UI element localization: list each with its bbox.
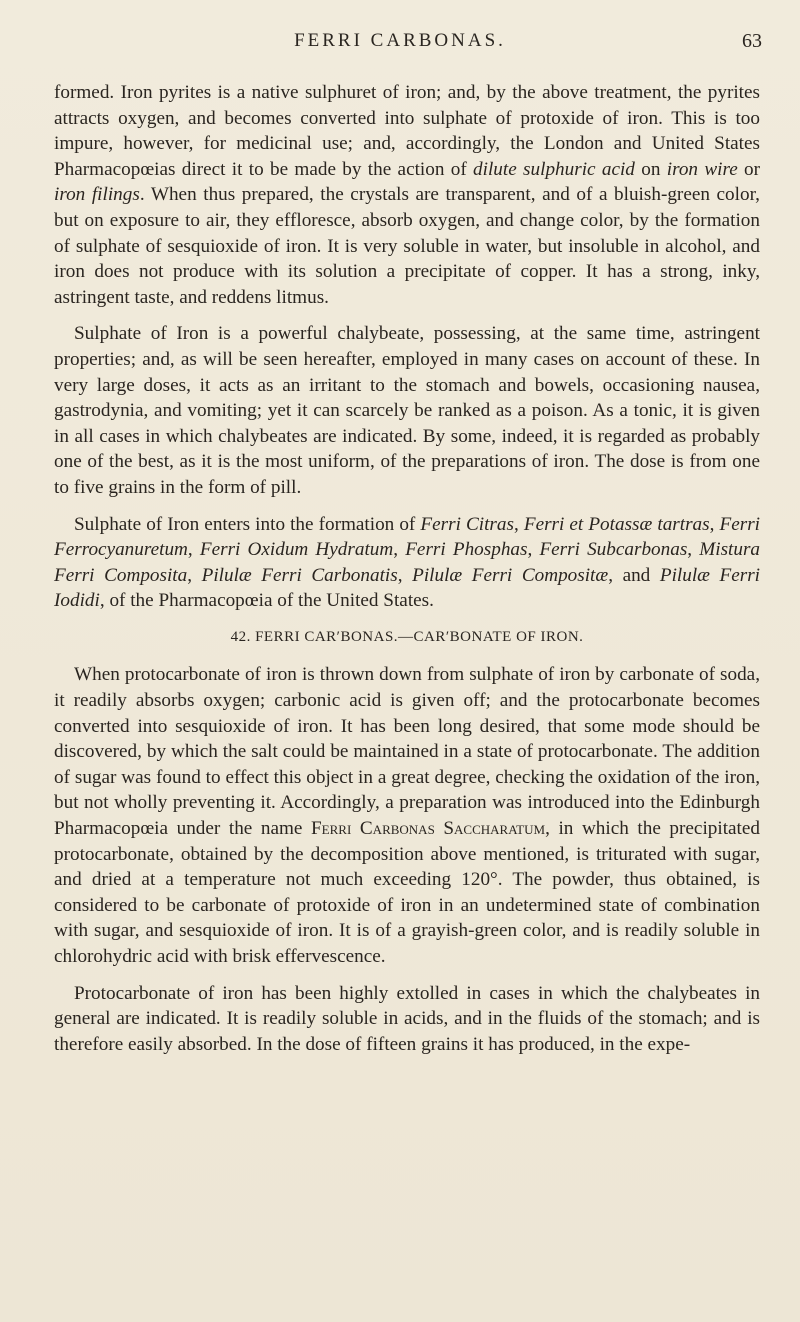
paragraph [54, 80, 760, 310]
small-caps-term: Ferri Carbonas Saccharatum [311, 818, 546, 840]
running-header [0, 30, 800, 60]
italic-term: Pilulæ Ferri Compositæ [412, 564, 609, 586]
text-run: , [187, 564, 202, 586]
text-run: , [393, 539, 406, 561]
italic-term: Ferri Oxidum Hydratum [199, 539, 394, 561]
paragraph [54, 662, 760, 969]
italic-term: Ferri et Potassæ tartras [523, 513, 710, 535]
text-run: , [513, 513, 524, 535]
text-run: formed. Iron pyrites is a native sulphuret of iron; and, by the above treatment, the pyrites attracts oxygen, and becomes converted into sulphate of protoxide of iron. This is too impure, however, for medicinal use; and, accordingly, the London and United States Pharmacopœias direct it to be made by the action of [54, 82, 760, 180]
body-text [54, 80, 760, 1068]
text-run: or [737, 158, 761, 180]
italic-term: Ferri Phosphas [405, 539, 528, 561]
text-run: When protocarbonate of iron is thrown down from sulphate of iron by carbonate of soda, it readily absorbs oxygen; carbonic acid is given off; and the protocarbonate becomes converted into sesquioxide of iron. It has been long desired, that some mode should be discovered, by which the salt could be maintained in a state of protocarbonate. The addition of sugar was found to effect this object in a great degree, checking the oxidation of the iron, but not wholly preventing it. Accordingly, a preparation was introduced into the Edinburgh Pharmacopœia under the name [54, 664, 760, 840]
text-run: , [397, 564, 413, 586]
text-run: Sulphate of Iron is a powerful chalybeate, possessing, at the same time, astringent properties; and, as will be seen hereafter, employed in many cases on account of these. In very large doses, it acts as an irritant to the stomach and bowels, occasioning nausea, gastrodynia, and vomiting; yet it can scarcely be ranked as a poison. As a tonic, it is given in all cases in which chalybeates are indicated. By some, indeed, it is regarded as probably one of the best, as it is the most uniform, of the preparations of iron. The dose is from one to five grains in the form of pill. [54, 323, 760, 498]
italic-term: dilute sulphuric acid [473, 158, 635, 180]
text-run: Protocarbonate of iron has been highly extolled in cases in which the chalybeates in general are indicated. It is readily soluble in acids, and in the fluids of the stomach; and is therefore easily absorbed. In the dose of fifteen grains it has produced, in the expe- [54, 982, 760, 1055]
italic-term: Ferri Citras [420, 513, 514, 535]
text-run: on [634, 158, 667, 180]
italic-term: Pilulæ Ferri Carbonatis [201, 564, 398, 586]
section-heading: 42. FERRI CAR′BONAS.—CAR′BONATE OF IRON. [230, 628, 584, 645]
italic-term: Ferri Subcarbonas [539, 539, 688, 561]
text-run: , [527, 539, 540, 561]
text-run: , [187, 539, 200, 561]
italic-term: iron filings [54, 184, 140, 206]
text-run: , [687, 539, 700, 561]
italic-term: Mistura Ferri Composita [54, 539, 761, 586]
italic-term: Pilulæ Ferri Iodidi [54, 564, 761, 612]
text-run: , and [608, 564, 660, 586]
paragraph [54, 321, 760, 500]
italic-term: Ferri Ferrocyanuretum [54, 513, 761, 561]
italic-term: iron wire [666, 158, 738, 180]
text-run: , in which the precipitated protocarbonate, obtained by the decomposition above mentioned, is triturated with sugar, and dried at a temperature not much exceeding 120°. The powder, thus obtained, is considered to be carbonate of protoxide of iron in an undetermined state of combination with sugar, and sesquioxide of iron. It is of a grayish-green color, and is readily soluble in chlorohydric acid with brisk effervescence. [54, 818, 760, 967]
paragraph [54, 981, 760, 1058]
text-run: , [709, 513, 720, 535]
running-title: FERRI CARBONAS. [294, 30, 506, 51]
page-number: 63 [742, 30, 762, 52]
text-run: Sulphate of Iron enters into the formation of [74, 513, 421, 535]
text-run: . When thus prepared, the crystals are transparent, and of a bluish-green color, but on exposure to air, they effloresce, absorb oxygen, and change color, by the formation of sulphate of sesquioxide of iron. It is very soluble in water, but insoluble in alcohol, and iron does not produce with its solution a precipitate of copper. It has a strong, inky, astringent taste, and reddens litmus. [54, 184, 760, 308]
paragraph [54, 512, 760, 614]
text-run: , of the Pharmacopœia of the United States. [99, 590, 434, 612]
